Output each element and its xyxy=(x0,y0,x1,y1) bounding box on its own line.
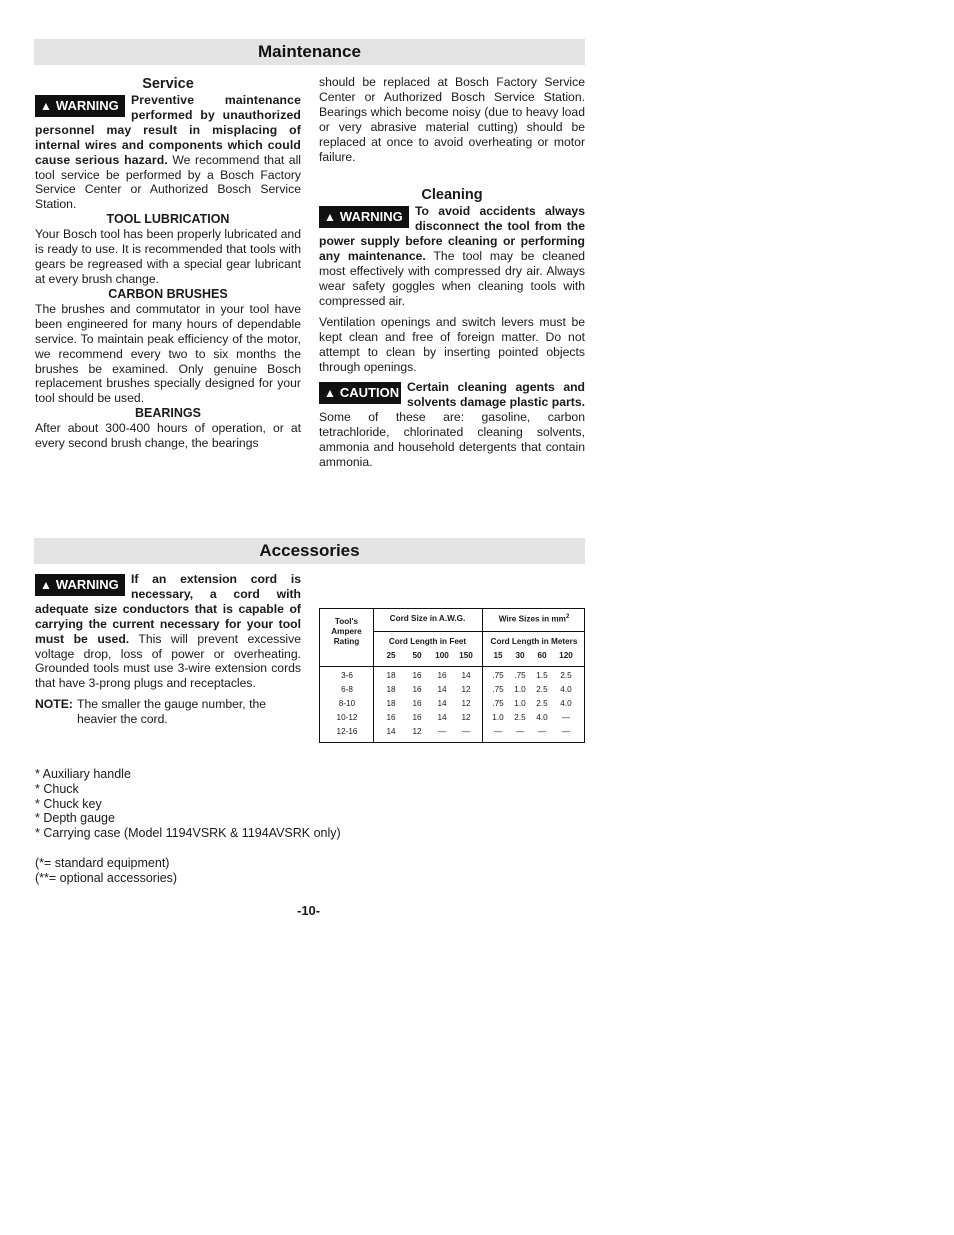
bearings-text: After about 300-400 hours of operation, or at every second brush change, the bearings xyxy=(35,421,301,451)
awg-cell: 18 xyxy=(386,671,396,680)
brushes-text: The brushes and commutator in your tool have been engineered for many hours of dependable service. To maintain peak efficiency of the motor, we recommend every two to six months the brushes be examined. Only genuine Bosch replacement brushes specially designed for your tool should be used. xyxy=(35,301,301,406)
maintenance-left-column xyxy=(35,75,301,451)
awg-cell: 16 xyxy=(386,713,396,722)
awg-cell: 14 xyxy=(386,727,396,736)
mm-cell: 2.5 xyxy=(514,713,526,722)
extension-cord-text: This will prevent excessive voltage drop, loss of power or overheating. Grounded tools must use 3-wire extension cords that have 3-prong plugs and receptacles. xyxy=(35,631,301,691)
mm-cell: 2.5 xyxy=(536,699,548,708)
mm-cell: .75 xyxy=(492,685,504,694)
rating-header: Tool's Ampere Rating xyxy=(331,617,362,646)
list-item: * Chuck key xyxy=(35,796,102,811)
rating-cell: 6-8 xyxy=(341,685,353,694)
mm-cell: — xyxy=(515,727,525,736)
lubrication-text: Your Bosch tool has been properly lubricated and is ready to use. It is recommended that tools with gears be regreased with a special gear lubricant at every brush change. xyxy=(35,227,301,286)
feet-25: 25 xyxy=(386,651,396,660)
mm-cell: 1.5 xyxy=(536,671,548,680)
awg-cell: 18 xyxy=(386,685,396,694)
maintenance-title: Maintenance xyxy=(34,39,585,65)
awg-header: Cord Size in A.W.G. xyxy=(389,614,466,623)
service-heading: Service xyxy=(142,76,194,92)
alert-triangle-icon: ▲ xyxy=(40,99,52,113)
warning-signal: ▲ WARNING xyxy=(35,95,125,117)
ventilation-text: Ventilation openings and switch levers must be kept clean and free of foreign matter. Do not attempt to clean by inserting pointed objects through openings. xyxy=(319,314,585,374)
awg-cell: 12 xyxy=(461,685,471,694)
awg-cell: 16 xyxy=(412,713,422,722)
mm-cell: 4.0 xyxy=(560,685,572,694)
mm-cell: 1.0 xyxy=(514,685,526,694)
feet-header: Cord Length in Feet xyxy=(388,637,467,646)
mm-cell: — xyxy=(537,727,547,736)
mm-cell: — xyxy=(561,713,571,722)
feet-50: 50 xyxy=(412,651,422,660)
meters-120: 120 xyxy=(559,651,573,660)
service-warning-text: Preventive maintenance performed by unauthorized personnel may result in misplacing of internal wires and components which could cause serious hazard. xyxy=(35,93,301,167)
mm-cell: 2.5 xyxy=(536,685,548,694)
awg-cell: — xyxy=(437,727,447,736)
awg-cell: 12 xyxy=(412,727,422,736)
lubrication-heading: TOOL LUBRICATION xyxy=(106,212,230,227)
awg-cell: 12 xyxy=(461,699,471,708)
awg-cell: — xyxy=(461,727,471,736)
feet-100: 100 xyxy=(435,651,449,660)
warning-signal: ▲ WARNING xyxy=(319,206,409,228)
rating-cell: 8-10 xyxy=(338,699,356,708)
mm-cell: — xyxy=(493,727,503,736)
awg-cell: 14 xyxy=(437,713,447,722)
awg-cell: 16 xyxy=(412,671,422,680)
meters-30: 30 xyxy=(515,651,525,660)
awg-cell: 14 xyxy=(461,671,471,680)
accessories-title: Accessories xyxy=(34,538,585,564)
note-label: NOTE: xyxy=(35,697,73,712)
note-text: The smaller the gauge number, the heavier the cord. xyxy=(77,697,267,727)
service-text: We recommend that all tool service be performed by a Bosch Factory Service Center or Authorized Bosch Service Station. xyxy=(35,152,301,212)
caution-text: Some of these are: gasoline, carbon tetrachloride, chlorinated cleaning solvents, ammonia and household detergents that contain ammonia. xyxy=(319,410,585,469)
mm-cell: .75 xyxy=(492,671,504,680)
cleaning-warning-text: To avoid accidents always disconnect the tool from the power supply before cleaning or performing any maintenance. xyxy=(319,204,585,264)
list-item: * Carrying case (Model 1194VSRK & 1194AVSRK only) xyxy=(35,826,341,841)
awg-cell: 14 xyxy=(437,699,447,708)
bearings-heading: BEARINGS xyxy=(135,406,201,421)
alert-triangle-icon: ▲ xyxy=(324,386,336,401)
cleaning-heading: Cleaning xyxy=(421,187,483,204)
rating-cell: 12-16 xyxy=(336,727,358,736)
cleaning-text: The tool may be cleaned most effectively with compressed dry air. Always wear safety goggles when cleaning tools with compressed air. xyxy=(319,249,585,308)
meters-15: 15 xyxy=(493,651,503,660)
mm-cell: 4.0 xyxy=(560,699,572,708)
maintenance-right-column xyxy=(319,75,585,470)
meters-header: Cord Length in Meters xyxy=(490,637,578,646)
list-item: * Auxiliary handle xyxy=(35,767,131,781)
accessories-left-column xyxy=(35,572,301,727)
caution-text-bold: Certain cleaning agents and solvents damage plastic parts. xyxy=(407,380,585,410)
mm-cell: 1.0 xyxy=(514,699,526,708)
extension-cord-warning: If an extension cord is necessary, a cord with adequate size conductors that is capable of carrying the current necessary for your tool must be used. xyxy=(35,572,301,646)
warning-signal: ▲ WARNING xyxy=(35,574,125,596)
alert-triangle-icon: ▲ xyxy=(324,210,336,225)
bearings-text-continued: should be replaced at Bosch Factory Service Center or Authorized Bosch Service Station. Bearings which become noisy (due to heavy load or very abrasive material cutting) should be replaced at once to avoid overheating or motor failure. xyxy=(319,75,585,164)
rating-cell: 10-12 xyxy=(336,713,358,722)
awg-cell: 16 xyxy=(412,699,422,708)
mm-cell: .75 xyxy=(514,671,526,680)
legend-standard: (*= standard equipment) xyxy=(35,855,170,870)
awg-cell: 18 xyxy=(386,699,396,708)
accessory-list xyxy=(35,767,341,885)
list-item: * Depth gauge xyxy=(35,811,115,826)
mm-cell: 1.0 xyxy=(492,713,504,722)
awg-cell: 16 xyxy=(437,671,447,680)
meters-60: 60 xyxy=(537,651,547,660)
legend-optional: (**= optional accessories) xyxy=(35,870,178,885)
extension-cord-table xyxy=(319,608,585,743)
caution-signal: ▲ CAUTION xyxy=(319,382,401,404)
awg-cell: 16 xyxy=(412,685,422,694)
awg-cell: 12 xyxy=(461,713,471,722)
list-item: * Chuck xyxy=(35,781,79,796)
brushes-heading: CARBON BRUSHES xyxy=(108,286,228,301)
page-number: -10- xyxy=(297,903,321,918)
awg-cell: 14 xyxy=(437,685,447,694)
feet-150: 150 xyxy=(459,651,473,660)
mm-cell: .75 xyxy=(492,699,504,708)
mm-cell: 2.5 xyxy=(560,671,572,680)
mm-cell: 4.0 xyxy=(536,713,548,722)
mm-cell: — xyxy=(561,727,571,736)
mm-header: Wire Sizes in $mm^2$ xyxy=(498,614,570,624)
rating-cell: 3-6 xyxy=(341,671,353,680)
gauge-note xyxy=(35,697,301,727)
alert-triangle-icon: ▲ xyxy=(40,578,52,592)
